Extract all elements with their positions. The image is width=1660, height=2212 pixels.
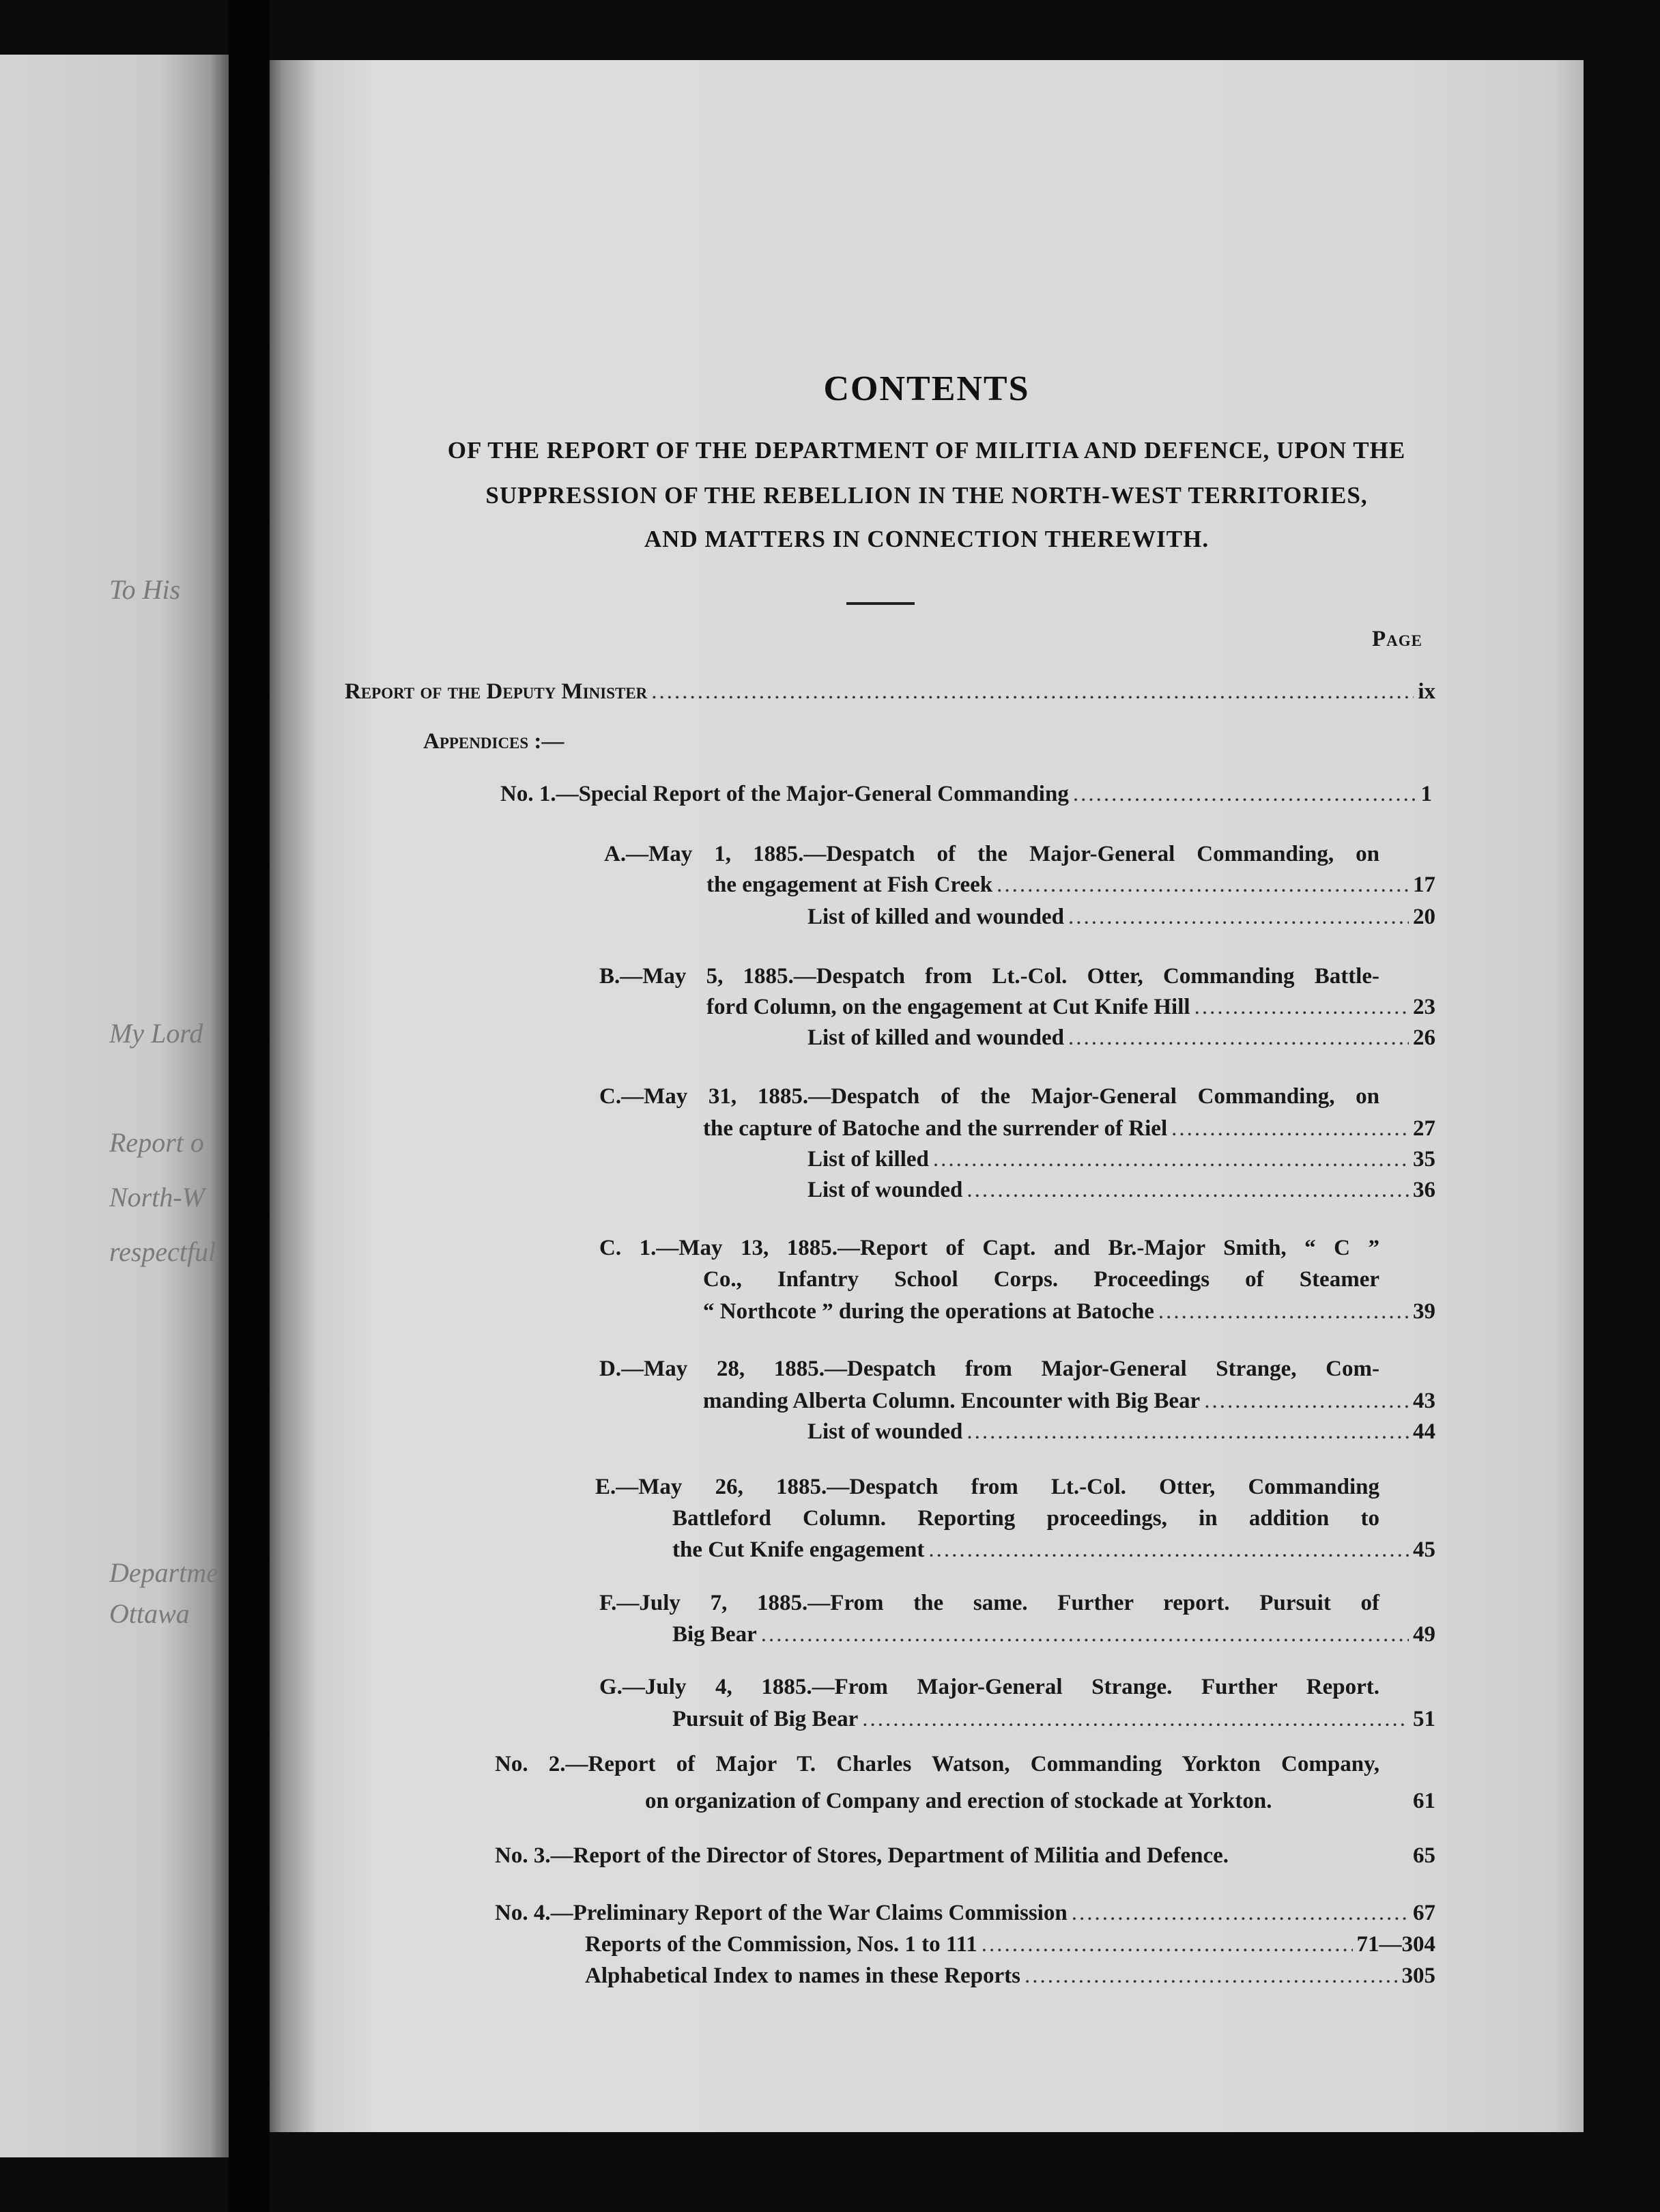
leader-dots	[1068, 1025, 1409, 1051]
left-page-text: To His	[109, 574, 181, 605]
toc-entry	[672, 1622, 1435, 1647]
left-page-fragment	[0, 55, 229, 2157]
toc-page-number: 65	[1413, 1843, 1435, 1868]
toc-entry-title: Co., Infantry School Corps. Proceedings of Steamer	[703, 1267, 1379, 1292]
toc-entry	[495, 1901, 1435, 1926]
toc-entry-title: Big Bear	[672, 1622, 757, 1647]
leader-dots	[967, 1178, 1409, 1203]
toc-entry	[585, 1932, 1435, 1957]
toc-entry-title: the capture of Batoche and the surrender of Riel	[703, 1116, 1168, 1141]
toc-entry	[807, 905, 1435, 930]
toc-entry-title: List of killed and wounded	[807, 1025, 1064, 1050]
toc-entry	[807, 1147, 1435, 1172]
toc-entry	[706, 873, 1435, 898]
toc-entry	[585, 1963, 1435, 1989]
leader-dots	[928, 1537, 1409, 1563]
toc-entry-title: Alphabetical Index to names in these Reports	[585, 1963, 1021, 1988]
toc-entry-title: No. 1.—Special Report of the Major-General Commanding	[500, 782, 1069, 806]
toc-page-number: 35	[1413, 1147, 1435, 1172]
leader-dots	[761, 1622, 1409, 1647]
left-page-text: North-W	[109, 1182, 205, 1213]
toc-page-number: 61	[1413, 1789, 1435, 1813]
toc-entry-title: manding Alberta Column. Encounter with Big Bear	[703, 1389, 1201, 1413]
toc-entry-title: No. 2.—Report of Major T. Charles Watson, Commanding Yorkton Company,	[495, 1752, 1379, 1776]
toc-page-number: 36	[1413, 1178, 1435, 1202]
toc-entry-title: ford Column, on the engagement at Cut Knife Hill	[706, 995, 1190, 1019]
toc-page-number: 44	[1413, 1419, 1435, 1444]
subtitle-line: SUPPRESSION OF THE REBELLION IN THE NORTH-WEST TERRITORIES,	[485, 482, 1368, 509]
leader-dots	[1025, 1963, 1397, 1989]
toc-entry-title: List of killed	[807, 1147, 929, 1172]
toc-entry-title: List of wounded	[807, 1419, 963, 1444]
toc-entry	[500, 782, 1432, 807]
leader-dots	[1068, 905, 1409, 930]
page-title: CONTENTS	[823, 369, 1030, 408]
toc-entry-title: Pursuit of Big Bear	[672, 1707, 859, 1731]
toc-page-number: 39	[1413, 1299, 1435, 1324]
toc-entry-title: F.—July 7, 1885.—From the same. Further report. Pursuit of	[599, 1591, 1379, 1615]
toc-entry	[672, 1707, 1435, 1732]
leader-dots	[1158, 1299, 1409, 1324]
toc-page-number: 51	[1413, 1707, 1435, 1731]
toc-page-number: 26	[1413, 1025, 1435, 1050]
toc-entry-title: D.—May 28, 1885.—Despatch from Major-General Strange, Com-	[599, 1357, 1379, 1381]
page-column-heading: Page	[1372, 627, 1422, 651]
leader-dots	[651, 679, 1414, 705]
toc-page-number: 67	[1413, 1901, 1435, 1925]
toc-entry-title: E.—May 26, 1885.—Despatch from Lt.-Col. Otter, Commanding	[595, 1475, 1379, 1499]
toc-entry-title: “ Northcote ” during the operations at Batoche	[703, 1299, 1154, 1324]
toc-page-number: 305	[1401, 1963, 1435, 1988]
leader-dots	[1204, 1389, 1409, 1414]
toc-entry	[645, 1789, 1435, 1814]
toc-page-number: 23	[1413, 995, 1435, 1019]
toc-page-number: 45	[1413, 1537, 1435, 1562]
toc-entry	[706, 995, 1435, 1020]
appendices-heading: Appendices :—	[423, 729, 564, 754]
toc-entry-title: G.—July 4, 1885.—From Major-General Strange. Further Report.	[599, 1675, 1379, 1699]
toc-page-number: 17	[1413, 873, 1435, 897]
toc-page-number: 49	[1413, 1622, 1435, 1647]
toc-entry	[345, 679, 1435, 705]
left-page-text: Departme	[109, 1557, 218, 1588]
toc-entry-title: No. 3.—Report of the Director of Stores, Department of Militia and Defence.	[495, 1843, 1229, 1868]
book-gutter	[229, 0, 270, 2212]
toc-entry-title: No. 4.—Preliminary Report of the War Claims Commission	[495, 1901, 1068, 1925]
toc-page-number: ix	[1418, 679, 1435, 704]
toc-entry	[703, 1389, 1435, 1414]
scan-border	[1584, 60, 1660, 2132]
left-page-text: Ottawa	[109, 1598, 190, 1629]
toc-entry-title: C. 1.—May 13, 1885.—Report of Capt. and Br.-Major Smith, “ C ”	[599, 1236, 1379, 1260]
toc-entry-title: Battleford Column. Reporting proceedings, in addition to	[672, 1506, 1379, 1531]
toc-entry	[807, 1025, 1435, 1051]
subtitle-line: AND MATTERS IN CONNECTION THEREWITH.	[644, 526, 1210, 552]
leader-dots	[933, 1147, 1409, 1172]
leader-dots	[1072, 1901, 1409, 1926]
toc-entry-title: C.—May 31, 1885.—Despatch of the Major-General Commanding, on	[599, 1084, 1379, 1109]
toc-page-number: 43	[1413, 1389, 1435, 1413]
left-page-text: respectful	[109, 1236, 216, 1267]
toc-page-number: 27	[1413, 1116, 1435, 1141]
toc-entry	[703, 1116, 1435, 1142]
toc-entry-title: Report of the Deputy Minister	[345, 679, 648, 704]
toc-entry	[703, 1299, 1435, 1324]
leader-dots	[862, 1707, 1409, 1732]
toc-entry-title: List of wounded	[807, 1178, 963, 1202]
left-page-text: Report o	[109, 1127, 204, 1158]
toc-entry-title: the Cut Knife engagement	[672, 1537, 925, 1562]
leader-dots	[1194, 995, 1409, 1020]
subtitle-line: OF THE REPORT OF THE DEPARTMENT OF MILITIA AND DEFENCE, UPON THE	[447, 437, 1406, 464]
left-page-text: My Lord	[109, 1018, 203, 1049]
toc-entry-title: B.—May 5, 1885.—Despatch from Lt.-Col. Otter, Commanding Battle-	[599, 964, 1379, 989]
toc-page-number: 1	[1420, 782, 1432, 806]
leader-dots	[967, 1419, 1409, 1445]
toc-entry	[807, 1419, 1435, 1445]
toc-entry-title: List of killed and wounded	[807, 905, 1064, 929]
toc-entry-title: the engagement at Fish Creek	[706, 873, 993, 897]
leader-dots	[997, 873, 1409, 898]
divider-rule	[846, 602, 915, 605]
toc-entry	[807, 1178, 1435, 1203]
toc-page-number: 71—304	[1356, 1932, 1435, 1957]
toc-entry	[672, 1537, 1435, 1563]
toc-entry	[495, 1843, 1435, 1869]
leader-dots	[1073, 782, 1417, 807]
leader-dots	[1171, 1116, 1409, 1142]
toc-page-number: 20	[1413, 905, 1435, 929]
leader-dots	[982, 1932, 1353, 1957]
toc-entry-title: on organization of Company and erection of stockade at Yorkton.	[645, 1789, 1272, 1813]
toc-entry-title: Reports of the Commission, Nos. 1 to 111	[585, 1932, 977, 1957]
toc-entry-title: A.—May 1, 1885.—Despatch of the Major-General Commanding, on	[604, 842, 1379, 866]
